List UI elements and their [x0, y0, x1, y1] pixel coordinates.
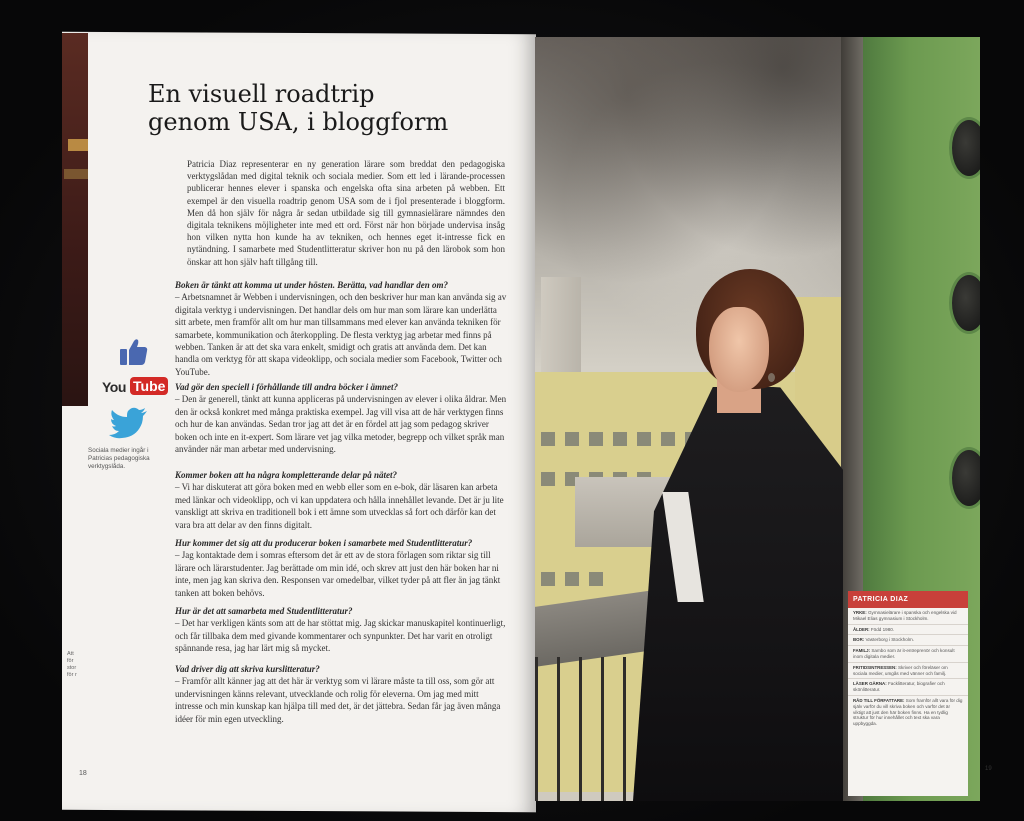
page-number-left: 18	[79, 770, 87, 777]
question: Vad gör den speciell i förhållande till andra böcker i ämnet?	[175, 382, 399, 392]
qa-block-4	[175, 537, 508, 599]
qa-block-2	[175, 381, 508, 455]
answer: – Framför allt känner jag att det här är verktyg som vi lärare måste ta till oss, som gör att undervisningen känns relevant, utvecklande och rolig för eleverna. Om jag med mitt intresse och min kunskap kan hjälpa till med det, är det jättebra. Sedan får jag även många idéer för min egen utveckling.	[175, 676, 501, 724]
answer: – Den är generell, tänkt att kunna appliceras på undervisningen av elever i olika åldrar. Men den är också konkret med många praktiska exempel. Jag vill visa att de här verktygen finns och hur de kan användas. Sedan tror jag att det är en fördel att jag som pedagog skriver boken och inte en it-expert. Som lärare vet jag vilka metoder, begrepp och vilket språk man använder när man arbetar med undervisning.	[175, 394, 507, 455]
answer: – Jag kontaktade dem i somras eftersom det är ett av de stora förlagen som riktar sig till lärare och lärarstudenter. Jag berättade om min idé, och skrev att just den här boken har ni inte, men jag kan skriva den. Responsen var omedelbar, vilket tyder på att fler än jag tänkt tanken att boken behövs.	[175, 550, 501, 598]
woman-face	[709, 307, 769, 392]
thumbs-up-icon	[118, 337, 150, 367]
answer: – Arbetsnamnet är Webben i undervisningen, och den beskriver hur man kan använda sig av digitala verktyg i undervisningen. Det handlar dels om hur man som lärare kan underlätta sitt arbete, men framför allt om hur man tillsammans med elever kan använda tekniken för samarbete, kommunikation och återkoppling. De flesta verktyg jag arbetar med finns på webben. Tanken är att det ska vara enkelt, smidigt och gratis att använda dem. Det kan handla om verktyg för att skapa videoklipp, och sociala medier som Facebook, Twitter och YouTube.	[175, 292, 507, 377]
qa-block-6	[175, 663, 508, 725]
title-line-2: genom USA, i bloggform	[148, 108, 449, 136]
page-number-right: 19	[985, 766, 992, 772]
youtube-logo: You Tube	[100, 377, 158, 399]
question: Vad driver dig att skriva kurslitteratur?	[175, 664, 320, 674]
social-media-caption: Sociala medier ingår i Patricias pedagogiska verktygslåda.	[88, 447, 150, 470]
profile-row: LÄSER GÄRNA: Facklitteratur, biografier och skönlitteratur.	[848, 679, 968, 696]
profile-row: ÅLDER: Född 1980.	[848, 625, 968, 636]
profile-row: RÅD TILL FÖRFATTARE: Som framför allt vara för dig själv varför du vill skriva boken och varför det är viktigt att just den här boken finns. Ha en tydlig struktur för hur innehållet och text ska vara uppbyggda.	[853, 697, 963, 727]
question: Hur är det att samarbeta med Studentlitteratur?	[175, 606, 353, 616]
margin-note: Att för stor för r	[67, 651, 77, 678]
profile-row: BOR: Vasterborg i Stockholm.	[848, 635, 968, 646]
profile-row: YRKE: Gymnasielärare i spanska och engelska vid Mikael Elias gymnasium i Stockholm.	[848, 608, 968, 625]
left-photo-strip	[62, 33, 88, 406]
question: Boken är tänkt att komma ut under hösten. Berätta, vad handlar den om?	[175, 280, 449, 290]
qa-block-1	[175, 279, 508, 378]
tower-building	[541, 277, 581, 387]
answer: – Det har verkligen känts som att de har stöttat mig. Jag skickar manuskapitel kontinuerligt, och får tillbaka dem med givande kommentarer och synpunkter. Det har varit en otroligt spännande resa, jag har lärt mig så mycket.	[175, 618, 506, 654]
article-title	[148, 80, 478, 136]
qa-block-3	[175, 469, 508, 531]
profile-name: PATRICIA DIAZ	[848, 591, 968, 608]
question: Hur kommer det sig att du producerar boken i samarbete med Studentlitteratur?	[175, 538, 473, 548]
question: Kommer boken att ha några kompletterande delar på nätet?	[175, 470, 398, 480]
intro-paragraph: Patricia Diaz representerar en ny generation lärare som breddat den pedagogiska verktygslådan med digital teknik och sociala medier. Som ett led i lärande-processen publicerar hennes elever i spanska och engelska ofta sina arbeten på webben. Ett exempel är den visuella roadtrip genom USA som de i fjol presenterade i bloggform. Men då hon själv för några år sedan utbildade sig till gymnasielärare nämndes den digitala teknikens möjligheter inte med ett ord. Först när hon började undervisa insåg hon vilken nytta hon kunde ha av tekniken, och hennes eget it-intresse fick en nytändning. I samarbete med Studentlitteratur skriver hon nu på den lärobok som hon önskar att hon själv haft tillgång till.	[187, 159, 505, 267]
profile-row: FRITIDSINTRESSEN: Skriver och föreläser om sociala medier, umgås med vänner och familj.	[848, 663, 968, 680]
title-line-1: En visuell roadtrip	[148, 80, 375, 108]
answer: – Vi har diskuterat att göra boken med en webb eller som en e-bok, där läsaren kan arbeta med länkar och videoklipp, och vi kan uppdatera och hålla innehållet levande. Det är ju lite vanskligt att skriva en traditionell bok i ett ämne som utvecklas så fort och därför kan det vara bra att delar av den finns digitalt.	[175, 482, 504, 530]
twitter-bird-icon	[109, 407, 149, 439]
profile-fact-box	[848, 591, 968, 796]
qa-block-5	[175, 605, 508, 655]
profile-row: FAMILJ: Sambo som är it-entreprenör och konsult inom digitala medier.	[848, 646, 968, 663]
